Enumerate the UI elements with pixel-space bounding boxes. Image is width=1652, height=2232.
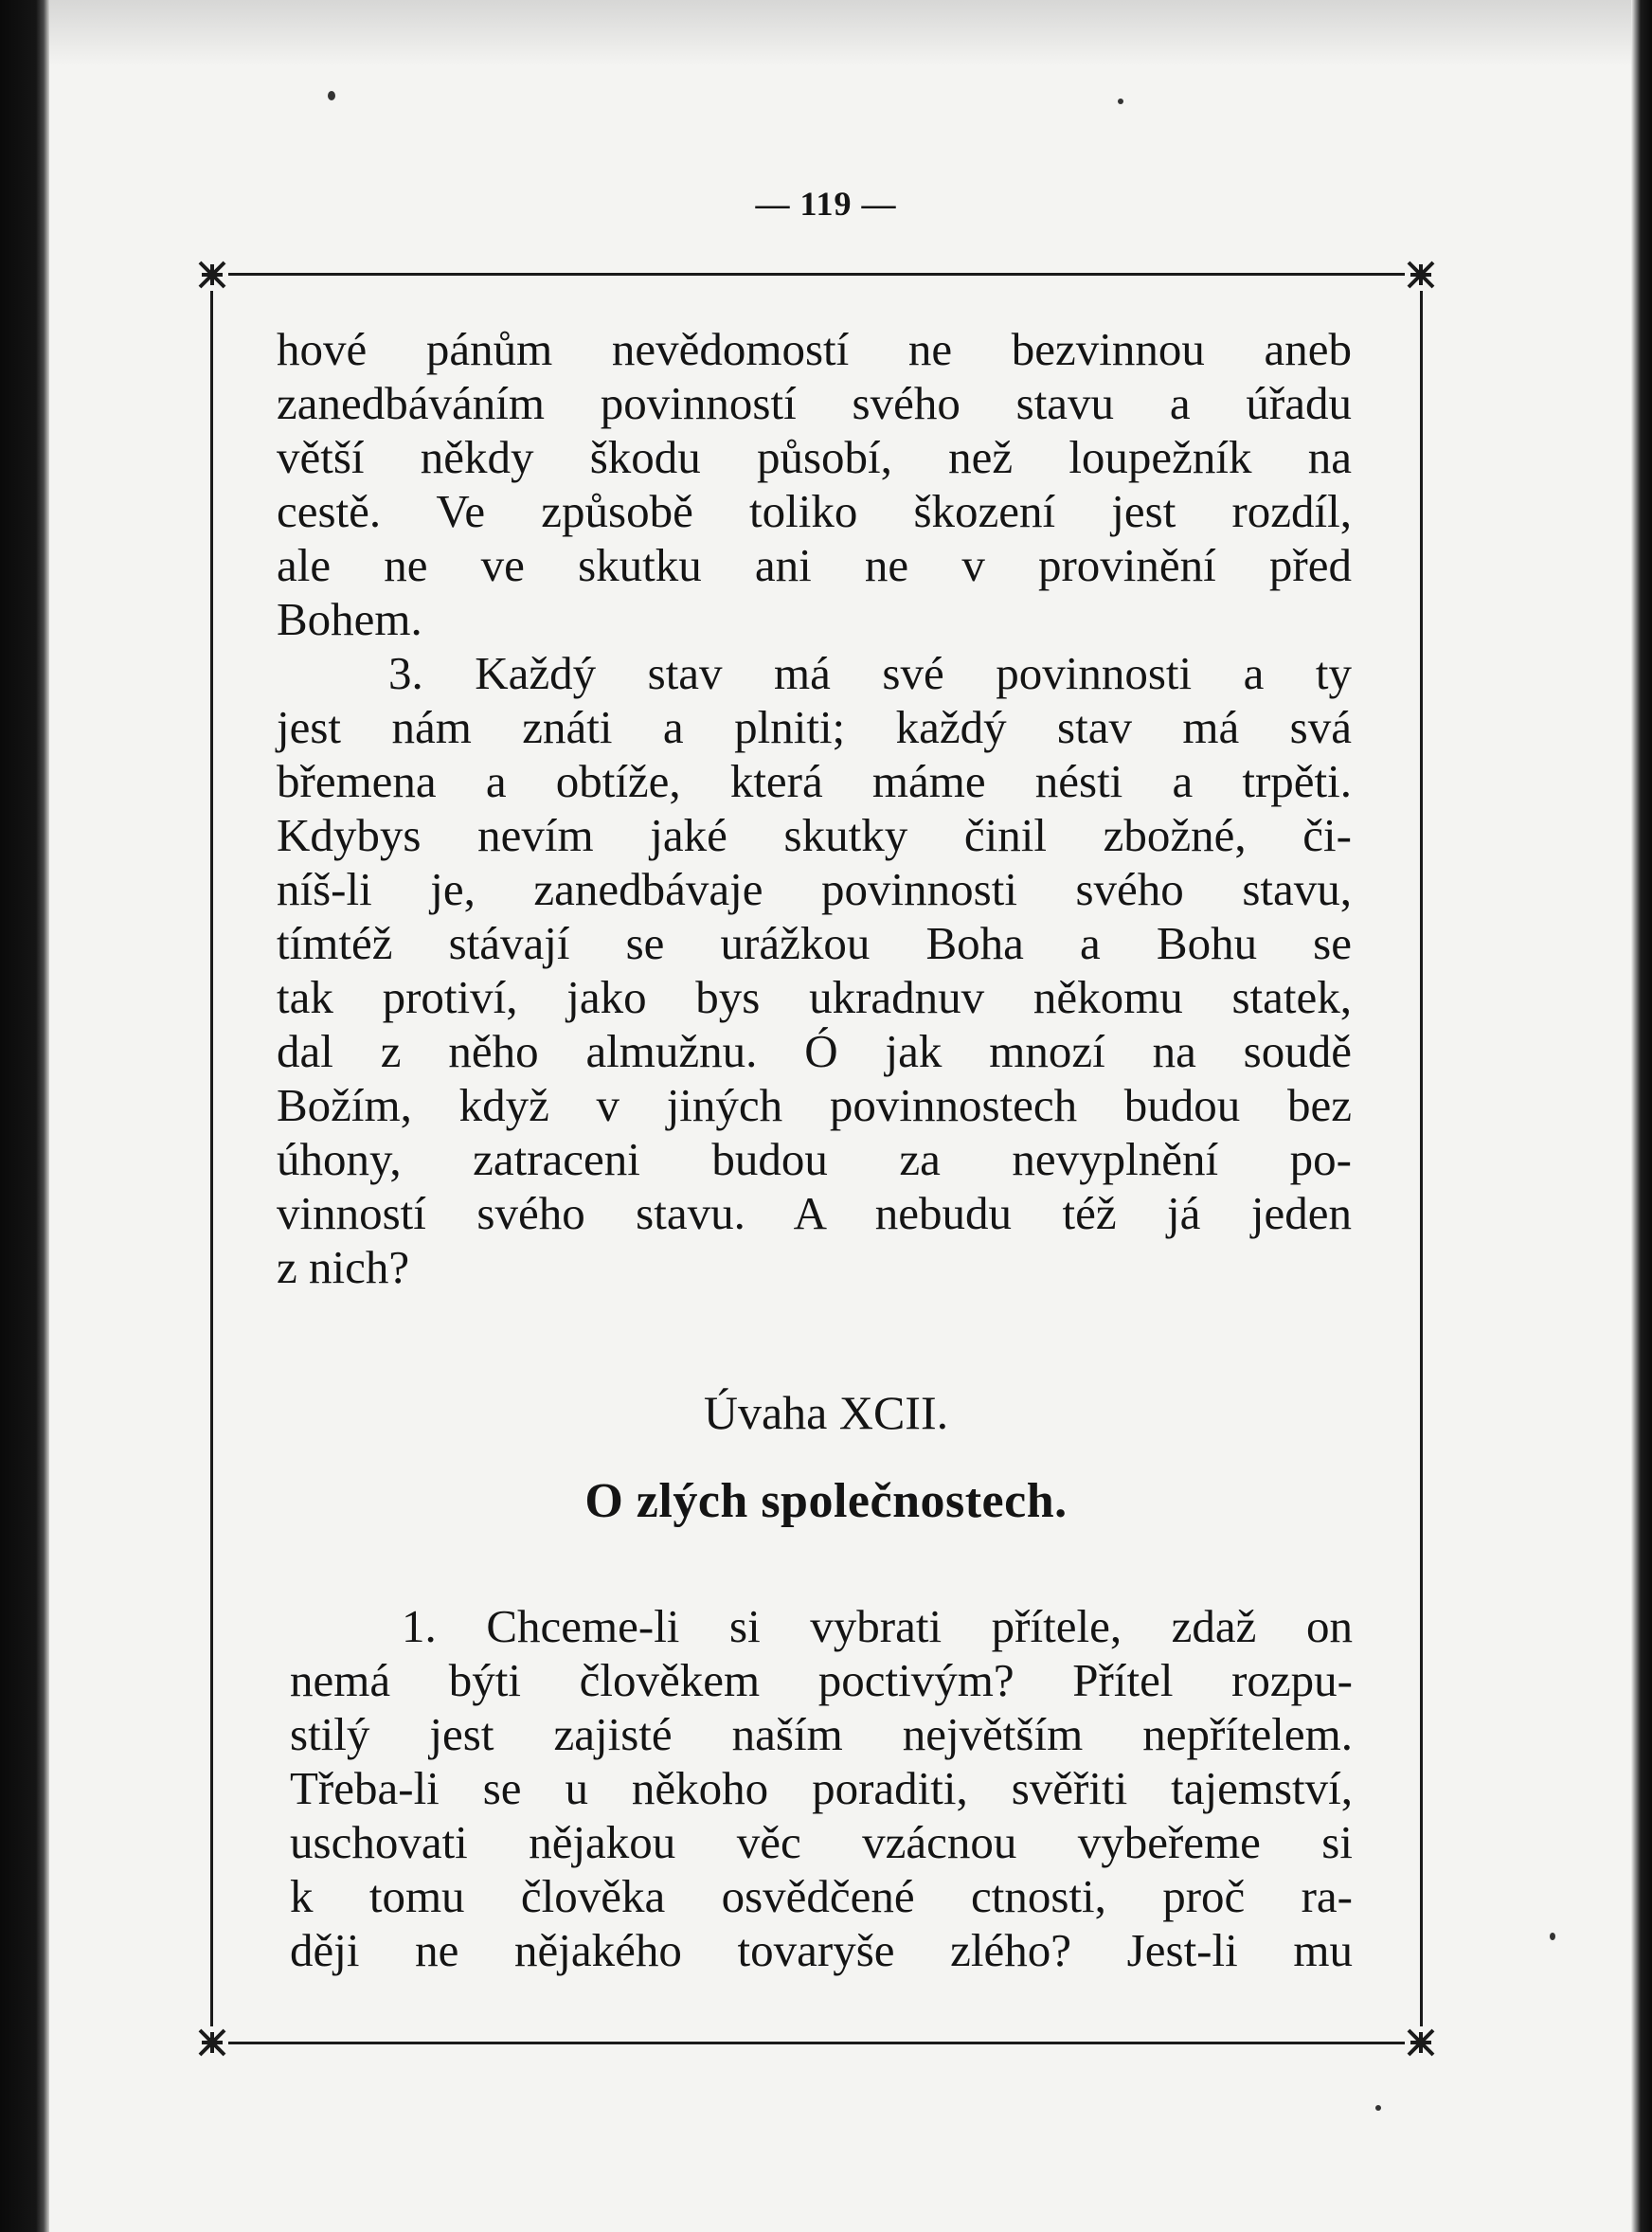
- corner-ornament-icon: [196, 2026, 228, 2059]
- text-line: břemena a obtíže, která máme nésti a trpěti.: [277, 755, 1352, 807]
- text-line: Kdybys nevím jaké skutky činil zbožné, či-: [277, 809, 1352, 861]
- binding-edge-left: [0, 0, 49, 2232]
- text-line: 1. Chceme-li si vybrati přítele, zdaž on: [402, 1600, 1353, 1652]
- text-line: cestě. Ve způsobě toliko škození jest rozdíl,: [277, 485, 1352, 537]
- chapter-title: O zlých společnostech.: [584, 1474, 1068, 1528]
- text-line: stilý jest zajisté naším největším nepřítelem.: [290, 1708, 1353, 1760]
- text-line: uschovati nějakou věc vzácnou vybeřeme si: [290, 1816, 1353, 1868]
- text-line: Božím, když v jiných povinnostech budou bez: [277, 1079, 1352, 1131]
- text-line: úhony, zatraceni budou za nevyplnění po-: [277, 1133, 1352, 1185]
- text-line: Třeba-li se u někoho poraditi, svěřiti tajemství,: [290, 1762, 1353, 1814]
- text-line: 3. Každý stav má své povinnosti a ty: [388, 647, 1352, 699]
- dust-speck: [1375, 2105, 1381, 2111]
- text-line: Bohem.: [277, 593, 422, 645]
- body-text-section-2: [290, 1599, 1353, 1977]
- text-line: zanedbáváním povinností svého stavu a úřadu: [277, 377, 1352, 429]
- text-line: z nich?: [277, 1241, 410, 1293]
- dust-speck: [328, 91, 335, 100]
- page-number: — 119 —: [755, 185, 897, 223]
- text-line: ale ne ve skutku ani ne v provinění před: [277, 539, 1352, 591]
- text-line: ději ne nějakého tovaryše zlého? Jest-li mu: [290, 1924, 1353, 1976]
- text-line: dal z něho almužnu. Ó jak mnozí na soudě: [277, 1025, 1352, 1077]
- text-line: vinností svého stavu. A nebudu též já jeden: [277, 1187, 1352, 1239]
- text-line: tímtéž stávají se urážkou Boha a Bohu se: [277, 917, 1352, 969]
- dust-speck: [1550, 1933, 1555, 1940]
- corner-ornament-icon: [196, 259, 228, 291]
- dust-speck: [1118, 99, 1123, 104]
- binding-edge-right: [1631, 0, 1652, 2232]
- text-line: tak protiví, jako bys ukradnuv někomu statek,: [277, 971, 1352, 1023]
- text-line: nemá býti člověkem poctivým? Přítel rozpu-: [290, 1654, 1353, 1706]
- corner-ornament-icon: [1405, 259, 1437, 291]
- chapter-number: Úvaha XCII.: [703, 1386, 949, 1439]
- body-text-section-1: [277, 322, 1352, 1294]
- text-line: hové pánům nevědomostí ne bezvinnou aneb: [277, 323, 1352, 375]
- text-line: větší někdy škodu působí, než loupežník na: [277, 431, 1352, 483]
- top-shadow: [49, 0, 1631, 66]
- text-line: k tomu člověka osvědčené ctnosti, proč ra-: [290, 1870, 1353, 1922]
- text-line: níš-li je, zanedbávaje povinnosti svého stavu,: [277, 863, 1352, 915]
- text-line: jest nám znáti a plniti; každý stav má svá: [277, 701, 1352, 753]
- corner-ornament-icon: [1405, 2026, 1437, 2059]
